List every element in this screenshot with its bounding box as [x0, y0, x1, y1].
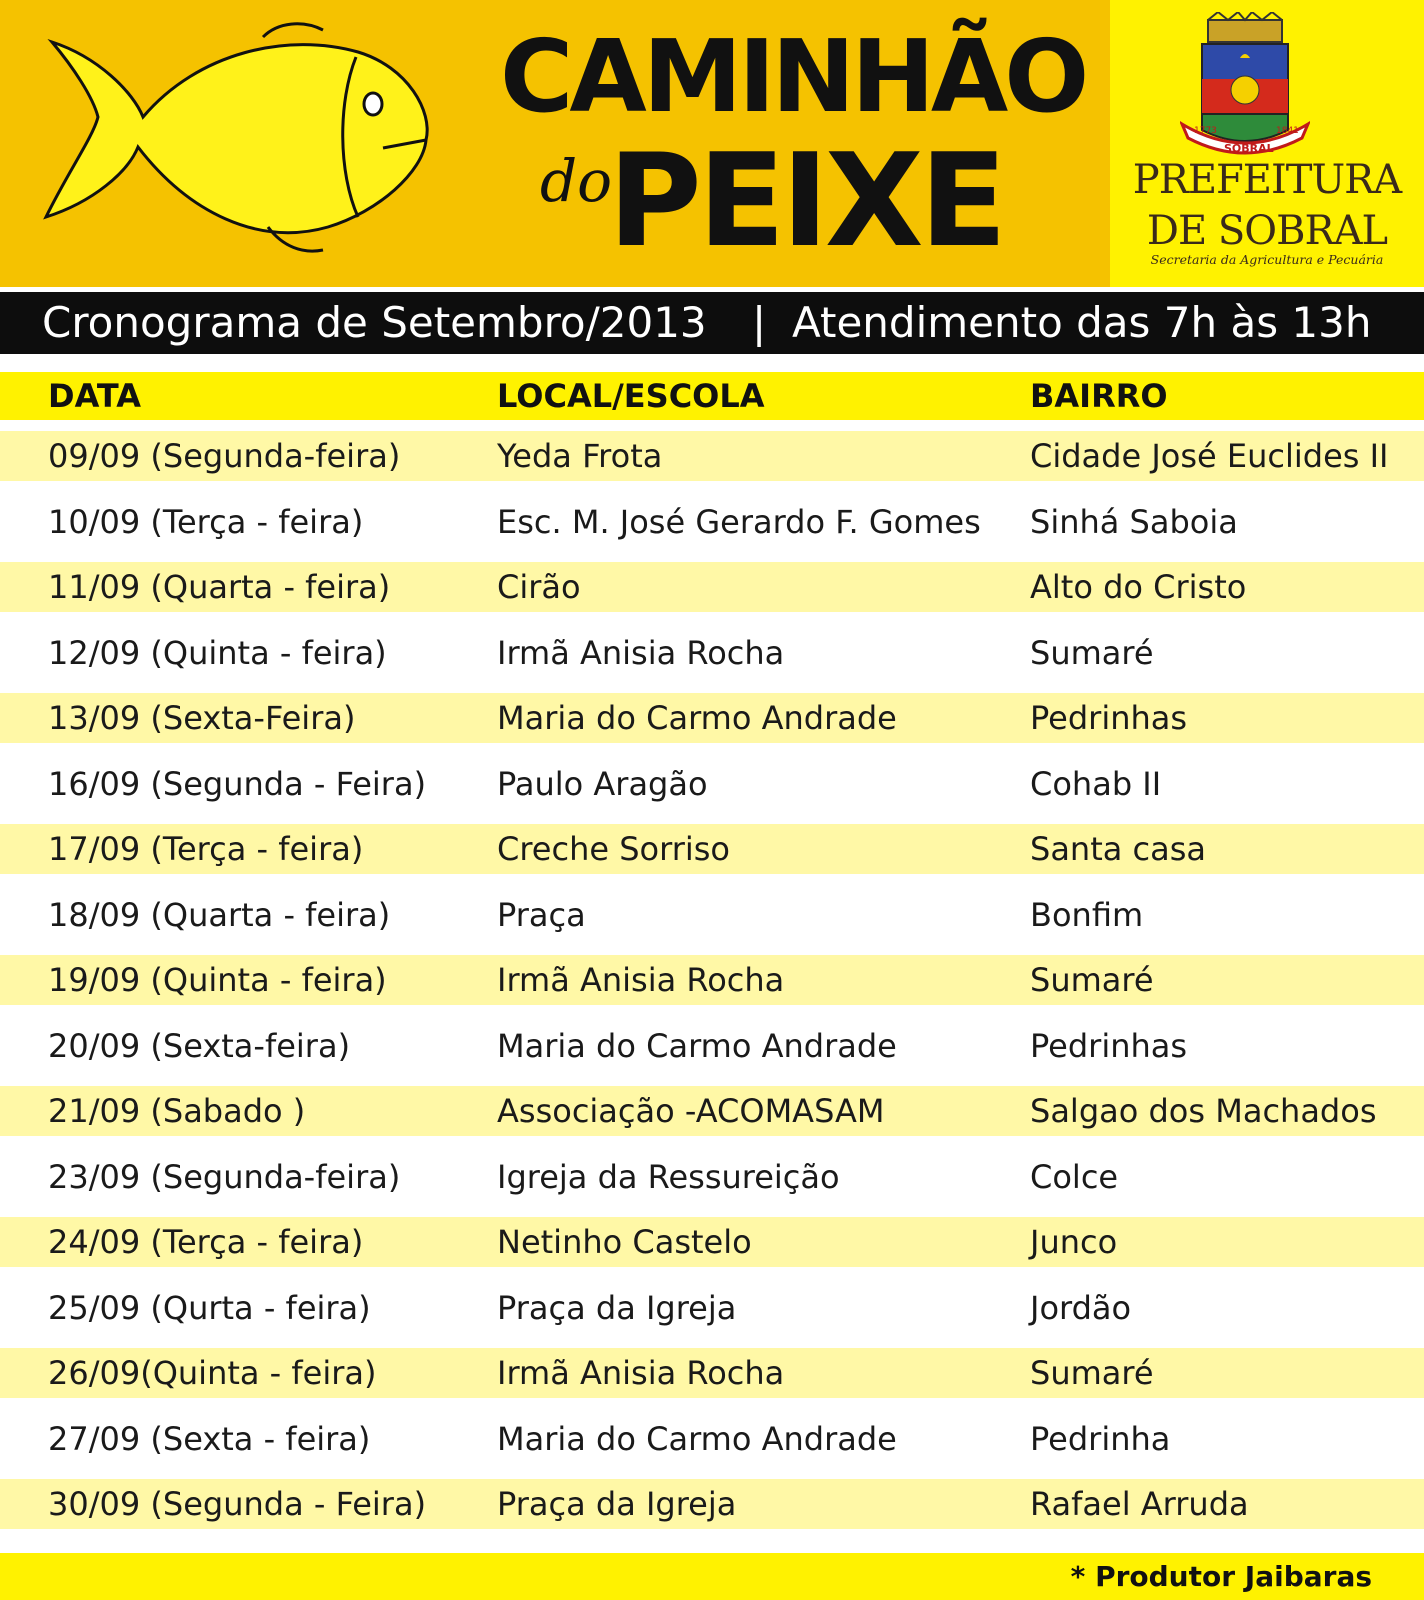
- table-row: [0, 628, 1424, 678]
- cell-local: Praça da Igreja: [497, 1289, 737, 1327]
- cell-local: Esc. M. José Gerardo F. Gomes: [497, 503, 981, 541]
- table-row: [0, 890, 1424, 940]
- cell-local: Yeda Frota: [497, 437, 663, 475]
- table-header: [0, 372, 1424, 420]
- cell-local: Praça da Igreja: [497, 1485, 737, 1523]
- cell-bairro: Bonfim: [1030, 896, 1144, 934]
- table-row: [0, 824, 1424, 874]
- cell-data: 20/09 (Sexta-feira): [48, 1027, 351, 1065]
- title-line2: PEIXE: [608, 127, 1003, 276]
- table-row: [0, 1414, 1424, 1464]
- cell-local: Irmã Anisia Rocha: [497, 961, 785, 999]
- table-row: [0, 1348, 1424, 1398]
- cell-local: Irmã Anisia Rocha: [497, 634, 785, 672]
- table-row: [0, 1086, 1424, 1136]
- coat-of-arms-icon: [1180, 12, 1310, 162]
- cell-local: Paulo Aragão: [497, 765, 708, 803]
- cell-bairro: Cidade José Euclides II: [1030, 437, 1389, 475]
- prefeitura-secretaria: Secretaria da Agricultura e Pecuária: [1150, 252, 1384, 267]
- cell-bairro: Jordão: [1030, 1289, 1132, 1327]
- cell-bairro: Sumaré: [1030, 961, 1154, 999]
- cell-data: 24/09 (Terça - feira): [48, 1223, 364, 1261]
- cell-data: 17/09 (Terça - feira): [48, 830, 364, 868]
- table-row: [0, 759, 1424, 809]
- cell-data: 27/09 (Sexta - feira): [48, 1420, 371, 1458]
- table-row: [0, 431, 1424, 481]
- seal-year-left: 1773: [1194, 126, 1217, 136]
- cell-data: 21/09 (Sabado ): [48, 1092, 306, 1130]
- title-line1: CAMINHÃO: [500, 18, 1086, 135]
- cell-bairro: Pedrinhas: [1030, 1027, 1188, 1065]
- cell-data: 11/09 (Quarta - feira): [48, 568, 391, 606]
- cell-data: 16/09 (Segunda - Feira): [48, 765, 427, 803]
- footer-bar: [0, 1553, 1424, 1600]
- cell-bairro: Pedrinha: [1030, 1420, 1171, 1458]
- table-row: [0, 562, 1424, 612]
- cell-data: 10/09 (Terça - feira): [48, 503, 364, 541]
- cell-local: Maria do Carmo Andrade: [497, 1027, 897, 1065]
- table-row: [0, 1217, 1424, 1267]
- column-bairro: BAIRRO: [1030, 377, 1168, 415]
- footer-note: * Produtor Jaibaras: [1070, 1560, 1372, 1593]
- cell-data: 19/09 (Quinta - feira): [48, 961, 387, 999]
- cell-bairro: Santa casa: [1030, 830, 1207, 868]
- table-row: [0, 693, 1424, 743]
- cell-bairro: Junco: [1030, 1223, 1118, 1261]
- cell-data: 26/09(Quinta - feira): [48, 1354, 377, 1392]
- table-row: [0, 497, 1424, 547]
- table-row: [0, 1021, 1424, 1071]
- cell-local: Cirão: [497, 568, 581, 606]
- cell-data: 18/09 (Quarta - feira): [48, 896, 391, 934]
- cell-bairro: Cohab II: [1030, 765, 1162, 803]
- cell-bairro: Colce: [1030, 1158, 1119, 1196]
- header-banner: [0, 0, 1424, 287]
- cell-local: Igreja da Ressureição: [497, 1158, 840, 1196]
- prefeitura-logo: [1110, 0, 1424, 287]
- cell-bairro: Sumaré: [1030, 1354, 1154, 1392]
- seal-year-right: 1841: [1276, 126, 1299, 136]
- cell-bairro: Pedrinhas: [1030, 699, 1188, 737]
- cell-bairro: Sumaré: [1030, 634, 1154, 672]
- table-row: [0, 1152, 1424, 1202]
- table-row: [0, 955, 1424, 1005]
- service-hours: Atendimento das 7h às 13h: [792, 298, 1372, 347]
- prefeitura-line2: DE SOBRAL: [1146, 208, 1388, 254]
- cell-data: 25/09 (Qurta - feira): [48, 1289, 371, 1327]
- cell-data: 09/09 (Segunda-feira): [48, 437, 401, 475]
- cell-local: Maria do Carmo Andrade: [497, 699, 897, 737]
- cell-local: Creche Sorriso: [497, 830, 730, 868]
- cell-bairro: Rafael Arruda: [1030, 1485, 1249, 1523]
- schedule-month: Cronograma de Setembro/2013: [42, 298, 707, 347]
- cell-bairro: Salgao dos Machados: [1030, 1092, 1377, 1130]
- cell-local: Associação -ACOMASAM: [497, 1092, 885, 1130]
- cell-bairro: Sinhá Saboia: [1030, 503, 1238, 541]
- schedule-band: [0, 292, 1424, 354]
- column-local: LOCAL/ESCOLA: [497, 377, 765, 415]
- title-do: do: [540, 147, 613, 215]
- cell-bairro: Alto do Cristo: [1030, 568, 1247, 606]
- cell-data: 12/09 (Quinta - feira): [48, 634, 387, 672]
- column-data: DATA: [48, 377, 141, 415]
- cell-local: Netinho Castelo: [497, 1223, 752, 1261]
- campaign-title: [500, 18, 1086, 276]
- seal-banner: SOBRAL: [1224, 142, 1274, 155]
- cell-local: Praça: [497, 896, 586, 934]
- table-row: [0, 1479, 1424, 1529]
- band-separator: |: [752, 298, 767, 347]
- table-row: [0, 1283, 1424, 1333]
- cell-data: 13/09 (Sexta-Feira): [48, 699, 356, 737]
- fish-icon: [38, 22, 438, 262]
- cell-data: 30/09 (Segunda - Feira): [48, 1485, 427, 1523]
- cell-local: Maria do Carmo Andrade: [497, 1420, 897, 1458]
- cell-local: Irmã Anisia Rocha: [497, 1354, 785, 1392]
- prefeitura-line1: PREFEITURA: [1132, 157, 1402, 203]
- cell-data: 23/09 (Segunda-feira): [48, 1158, 401, 1196]
